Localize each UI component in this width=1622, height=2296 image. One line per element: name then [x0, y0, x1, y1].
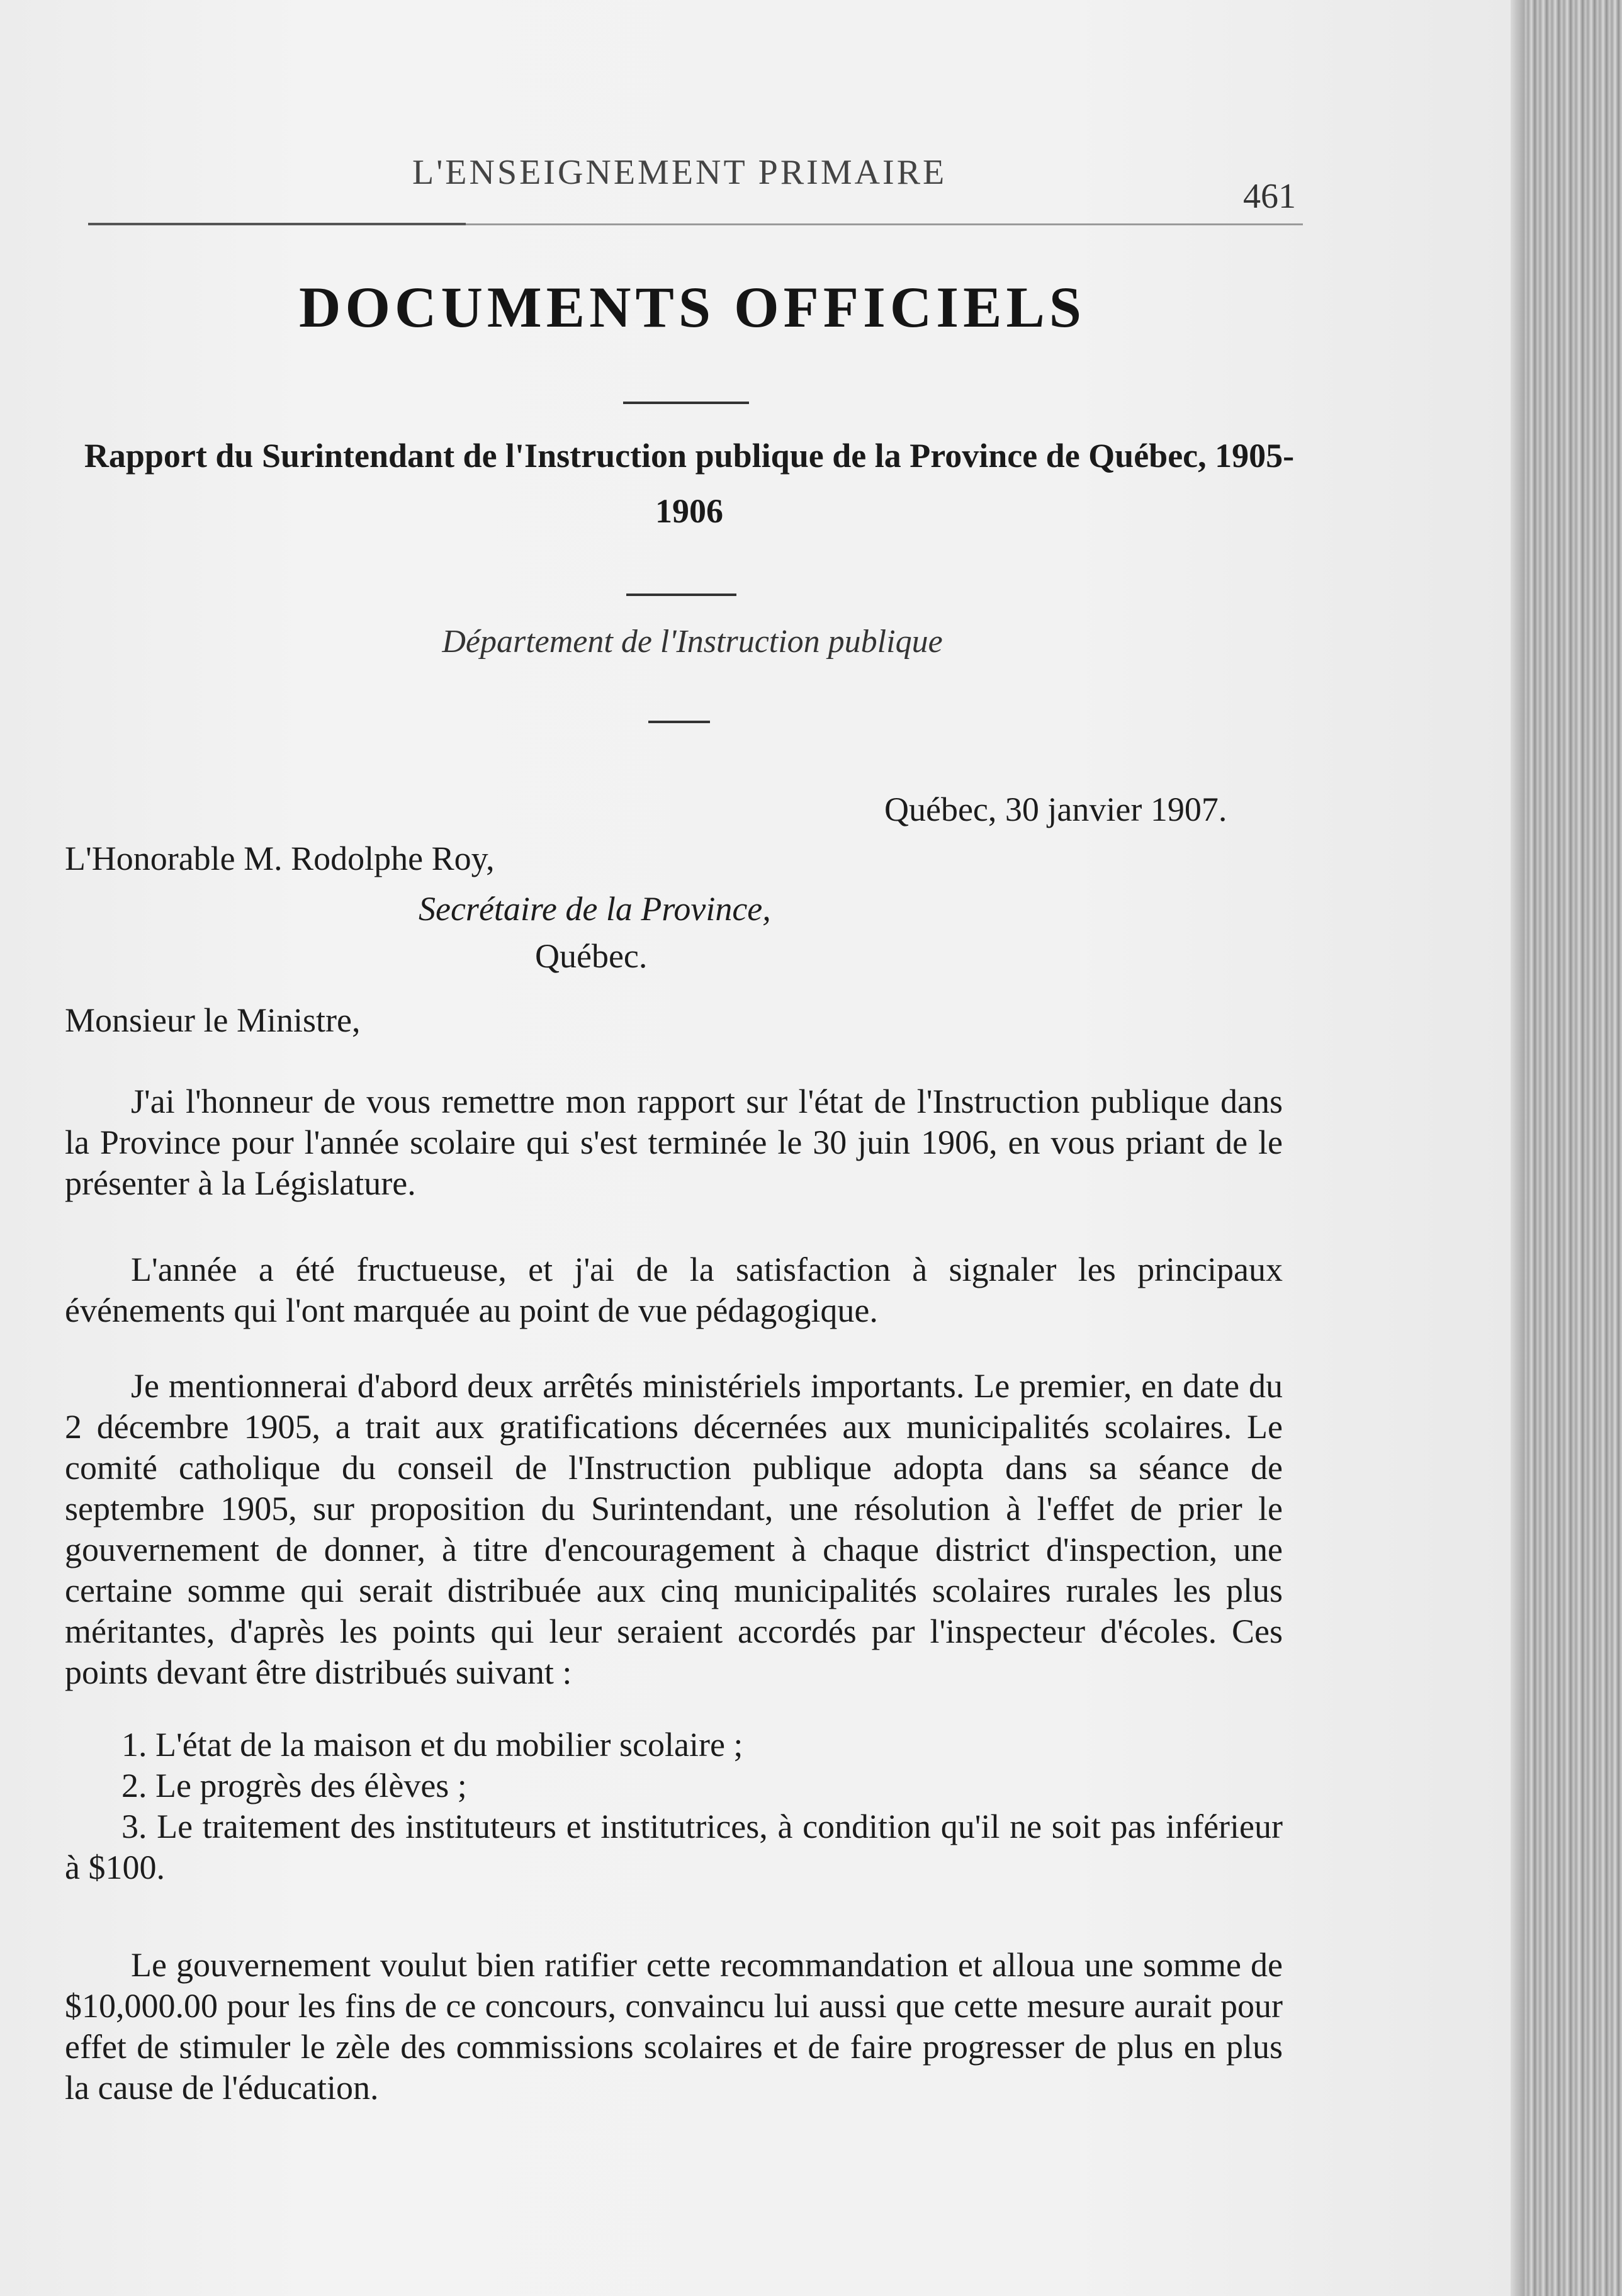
page-number: 461 — [1243, 177, 1296, 216]
recipient-name: L'Honorable M. Rodolphe Roy, — [65, 840, 495, 877]
book-page-edge — [1511, 0, 1622, 2296]
document-title: DOCUMENTS OFFICIELS — [299, 275, 1086, 339]
salutation: Monsieur le Ministre, — [65, 1001, 361, 1039]
recipient-city: Québec. — [535, 937, 648, 975]
department-separator — [648, 721, 710, 723]
letter-date: Québec, 30 janvier 1907. — [884, 791, 1227, 828]
report-title: Rapport du Surintendant de l'Instruction publique de la Province de Québec, 1905-1906 — [84, 437, 1295, 530]
title-separator — [623, 402, 749, 404]
list-item: 3. Le traitement des instituteurs et institutrices, à condition qu'il ne soit pas inférieur à $100. — [65, 1808, 1283, 1886]
recipient-title: Secrétaire de la Province, — [419, 890, 771, 928]
department-line: Département de l'Instruction publique — [442, 624, 943, 660]
list-item: 1. L'état de la maison et du mobilier scolaire ; — [121, 1726, 743, 1764]
criteria-list — [65, 1725, 1283, 1888]
paragraph-2: L'année a été fructueuse, et j'ai de la satisfaction à signaler les principaux événements qui l'ont marquée au point de vue pédagogique. — [65, 1251, 1283, 1329]
paragraph-3: Je mentionnerai d'abord deux arrêtés ministériels importants. Le premier, en date du 2 décembre 1905, a trait aux gratifications décernées aux municipalités scolaires. Le comité catholique du conseil de l'Instruction publique adopta dans sa séance de septembre 1905, sur proposition du Surintendant, une résolution à l'effet de prier le gouvernement de donner, à titre d'encouragement à chaque district d'inspection, une certaine somme qui serait distribuée aux cinq municipalités scolaires rurales les plus méritantes, d'après les points qui leur seraient accordés par l'inspecteur d'écoles. Ces points devant être distribués suivant : — [65, 1367, 1283, 1691]
paragraph-4: Le gouvernement voulut bien ratifier cette recommandation et alloua une somme de $10,000.00 pour les fins de ce concours, convaincu lui aussi que cette mesure aurait pour effet de stimuler le zèle des commissions scolaires et de faire progresser de plus en plus la cause de l'éducation. — [65, 1946, 1283, 2107]
report-separator — [626, 594, 736, 596]
paragraph-1: J'ai l'honneur de vous remettre mon rapport sur l'état de l'Instruction publique dans la Province pour l'année scolaire qui s'est terminée le 30 juin 1906, en vous priant de le présenter à la Législature. — [65, 1083, 1283, 1202]
list-item: 2. Le progrès des élèves ; — [121, 1767, 467, 1804]
header-rule-dark-segment — [88, 223, 466, 225]
running-head: L'ENSEIGNEMENT PRIMAIRE — [412, 153, 947, 192]
